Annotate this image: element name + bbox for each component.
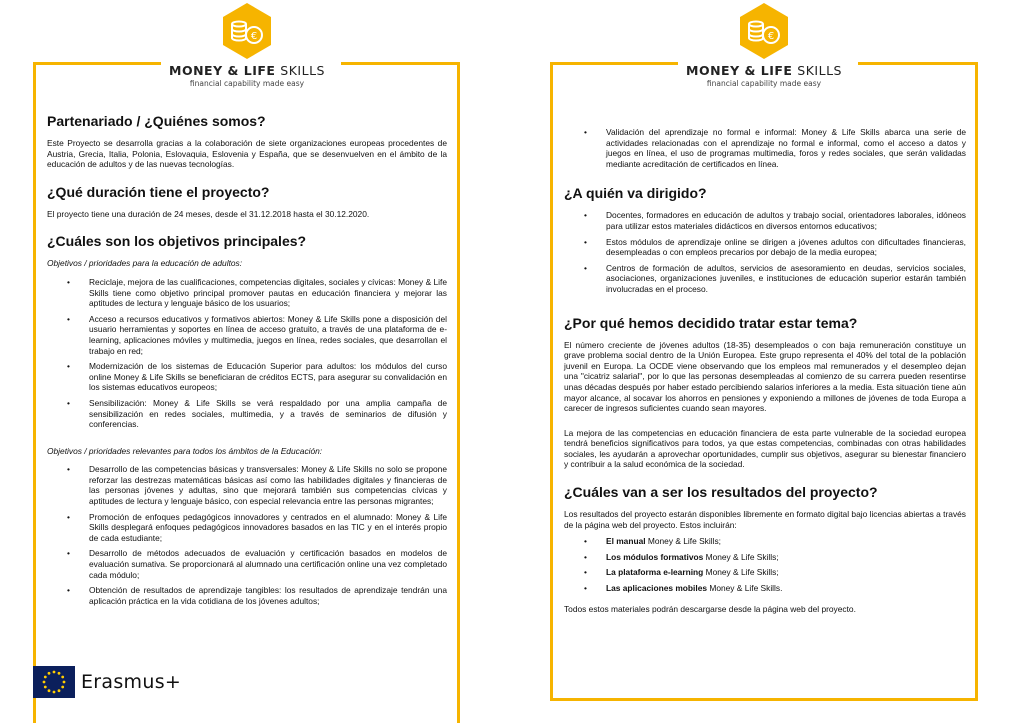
bullet-icon: • [584,567,587,578]
list-item: • Desarrollo de métodos adecuados de evaluación y certificación basados en modelos de evaluación sumativa. Se proporcionará al alumnado una certificación online una vez completado cada módulo; [67,548,447,580]
bullet-icon: • [584,262,587,273]
bullet-icon: • [67,276,70,287]
paragraph: Los resultados del proyecto estarán disponibles libremente en formato digital bajo licencias abiertas a través de la página web del proyecto. Estos incluirán: [564,509,966,530]
objectives-list [47,464,447,606]
list-item: • Obtención de resultados de aprendizaje tangibles: los resultados de aprendizaje tendrán una aplicación práctica en la vida cotidiana de los jóvenes adultos; [67,585,447,606]
paragraph: Todos estos materiales podrán descargarse desde la página web del proyecto. [564,603,856,614]
bullet-icon: • [67,397,70,408]
subheading: Objetivos / prioridades relevantes para todos los ámbitos de la Educación: [47,445,323,456]
section-heading: ¿Qué duración tiene el proyecto? [47,183,270,200]
paragraph: La mejora de las competencias en educación financiera de esta parte vulnerable de la sociedad europea tendrá beneficios significativos para todos, ya que estas competencias, combinadas con otras habilidades sociales, les ayudarán a aprovechar oportunidades, cumplir sus objetivos, asegurar su bienestar financiero y contribuir a la salud económica de la sociedad. [564,427,966,470]
section-heading: ¿Por qué hemos decidido tratar estar tema? [564,314,858,331]
brand-tagline: financial capability made easy [189,79,305,88]
erasmus-label: Erasmus+ [81,671,182,693]
bullet-icon: • [584,210,587,221]
left-content [47,113,447,614]
bullet-icon: • [67,464,70,475]
brand-title: MONEY & LIFE SKILLS [686,63,842,78]
list-item: • El manual Money & Life Skills; [584,536,721,547]
svg-text:€: € [767,31,775,42]
subheading: Objetivos / prioridades para la educación de adultos: [47,258,243,269]
list-item: • Acceso a recursos educativos y formativos abiertos: Money & Life Skills pone a disposición del usuario herramientas y soportes en línea de acceso gratuito, a través de una plataforma de e-learning, aplicaciones móviles y multimedia, juegos en línea, redes sociales, que desarrollan el trabajo en red; [67,313,447,356]
list-item: • Centros de formación de adultos, servicios de asesoramiento en deudas, servicios sociales, asociaciones, organizaciones juveniles, e instituciones de educación superior estarán también involucradas en el proceso. [584,262,966,294]
list-item: • Las aplicaciones mobiles Money & Life Skills. [584,583,783,594]
list-item: • Reciclaje, mejora de las cualificaciones, competencias digitales, sociales y cívicas: Money & Life Skills tiene como objetivo principal promover pautas en educación financiera y mejorar las aptitudes de lectura y lenguaje básico de los usuarios; [67,276,447,309]
paragraph: El número creciente de jóvenes adultos (18-35) desempleados o con baja remuneración constituye un grave problema social dentro de la Unión Europea. Este grupo representa el 40% del total de la población juvenil en Europa. La OCDE viene observando que los empleos mal remunerados y el desempleo dejan una "cicatriz salarial", por lo que las personas desempleadas al comienzo de su carrera pueden resentirse unas décadas después por haber estado percibiendo salarios inferiores a la media. Esta situación tiene aún mayor alcance, al socavar los ahorros en pensiones y exponiendo a millones de jóvenes de toda Europa a carecer de ingresos suficientes cuando sean mayores. [564,339,966,414]
right-content [564,127,966,620]
list-item: • La plataforma e-learning Money & Life Skills; [584,567,779,578]
bullet-icon: • [584,127,587,137]
list-item: • Los módulos formativos Money & Life Skills; [584,551,779,562]
list-item: • Sensibilización: Money & Life Skills se verá respaldado por una amplia campaña de sensibilización en redes sociales, multimedia, y a través de seminarios de difusión y conferencias. [67,397,447,430]
bullet-icon: • [67,361,70,372]
erasmus-logo [33,662,181,702]
section-heading: ¿Cuáles son los objetivos principales? [47,233,307,250]
bullet-icon: • [584,551,587,562]
paragraph: Este Proyecto se desarrolla gracias a la colaboración de siete organizaciones europeas procedentes de Austria, Grecia, Italia, Polonia, Eslovaquia, Eslovenia y España, que se desenvuelven en el ámbito de la educación de adultos y de las nuevas tecnologías. [47,138,447,170]
bullet-icon: • [67,313,70,324]
bullet-icon: • [67,585,70,596]
brand-title: MONEY & LIFE SKILLS [169,63,325,78]
bullet-icon: • [584,583,587,594]
bullet-icon: • [67,548,70,559]
bullet-icon: • [584,536,587,547]
svg-text:€: € [250,31,258,42]
brand-logo [679,2,849,88]
list-item: • Promoción de enfoques pedagógicos innovadores y centrados en el alumnado: Money & Life Skills desplegará enfoques pedagógicos innovadores basados en las TIC y en el interés propio de cada estudiante; [67,511,447,543]
bullet-icon: • [67,511,70,522]
list-item: • Desarrollo de las competencias básicas y transversales: Money & Life Skills no solo se propone reforzar las destrezas matemáticas básicas así como las habilidades digitales y financieras de las personas jóvenes y adultas, sino que mejorará también sus competencias cívicas y aptitudes de lectura y lenguaje básico, con especial relevancia entre las personas migrantes; [67,464,447,507]
objectives-list [47,277,447,430]
brand-logo [162,2,332,88]
section-heading: ¿A quién va dirigido? [564,185,707,202]
left-page [0,0,492,723]
list-item: • Docentes, formadores en educación de adultos y trabajo social, orientadores laborales, idóneos para utilizar estos materiales didácticos en diversos entornos educativos; [584,210,966,231]
right-page [532,0,1024,723]
section-heading: ¿Cuáles van a ser los resultados del proyecto? [564,484,878,501]
eu-flag-icon [33,666,75,698]
results-list [564,536,966,593]
paragraph: El proyecto tiene una duración de 24 meses, desde el 31.12.2018 hasta el 30.12.2020. [47,208,370,219]
list-item: • Validación del aprendizaje no formal e informal: Money & Life Skills abarca una serie de actividades relacionadas con el aprendizaje no formal e informal, como el acceso a datos y juegos en línea, el uso de programas multimedia, foros y redes sociales, que serán validadas mediante acreditación de certificados en línea. [584,127,966,169]
bullet-icon: • [584,236,587,247]
list-item: • Modernización de los sistemas de Educación Superior para adultos: los módulos del curso online Money & Life Skills se beneficiaran de créditos ECTS, para asegurar su convalidación en los sistemas educativos europeos; [67,361,447,393]
objectives-list [564,127,966,169]
section-heading: Partenariado / ¿Quiénes somos? [47,113,266,129]
coins-hexagon-icon [735,2,793,60]
audience-list [564,210,966,294]
brand-tagline: financial capability made easy [706,79,822,88]
coins-hexagon-icon [218,2,276,60]
list-item: • Estos módulos de aprendizaje online se dirigen a jóvenes adultos con dificultades financieras, desempleadas o con empleos precarios por debajo de la media europea; [584,236,966,258]
